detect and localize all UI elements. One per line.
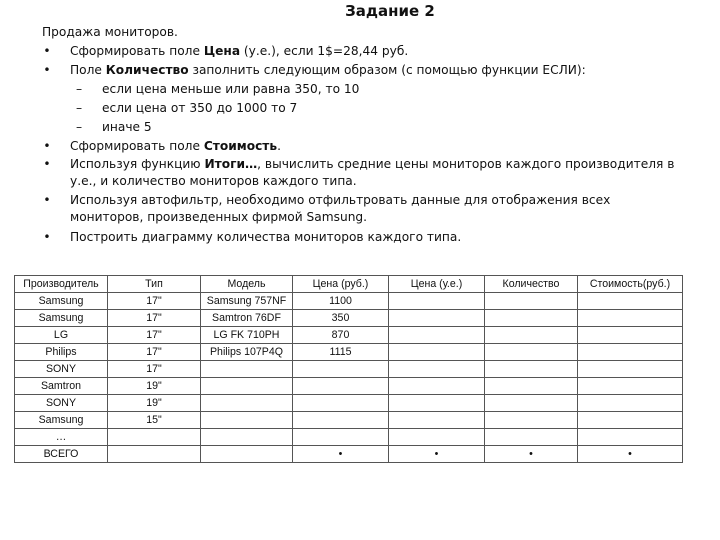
table-cell xyxy=(485,412,578,429)
table-body xyxy=(15,293,683,463)
page-title: Задание 2 xyxy=(345,2,435,20)
field-name: Цена xyxy=(203,44,241,58)
task-item-totals xyxy=(42,156,682,190)
table-cell: 17" xyxy=(108,361,201,378)
table-row xyxy=(15,327,683,344)
table-cell xyxy=(293,429,389,446)
table-cell: Samsung 757NF xyxy=(201,293,293,310)
sub-item-text: иначе 5 xyxy=(102,120,152,134)
table-cell xyxy=(389,412,485,429)
table-cell xyxy=(293,378,389,395)
table-cell: 17" xyxy=(108,327,201,344)
table-cell xyxy=(578,429,683,446)
task-item-price xyxy=(42,42,682,61)
task-item-text: Сформировать поле xyxy=(70,44,204,58)
task-item-quantity xyxy=(42,61,682,80)
table-cell xyxy=(389,344,485,361)
table-row xyxy=(15,361,683,378)
table-cell xyxy=(201,361,293,378)
table-cell xyxy=(108,429,201,446)
table-cell xyxy=(201,412,293,429)
task-item-text: Сформировать поле xyxy=(70,139,204,153)
table-cell xyxy=(578,310,683,327)
table-cell: • xyxy=(578,446,683,463)
task-item-text: Построить диаграмму количества мониторов каждого типа. xyxy=(70,230,462,244)
table-cell xyxy=(578,293,683,310)
table-cell xyxy=(485,378,578,395)
table-cell xyxy=(485,327,578,344)
table-cell xyxy=(578,327,683,344)
table-cell: 17" xyxy=(108,310,201,327)
table-cell: ВСЕГО xyxy=(15,446,108,463)
table-cell: Samsung xyxy=(15,293,108,310)
sub-item-text: если цена от 350 до 1000 то 7 xyxy=(102,101,298,115)
table-cell xyxy=(578,361,683,378)
bullet-icon: • xyxy=(43,193,51,207)
sub-item xyxy=(42,99,682,118)
table-cell: 19" xyxy=(108,378,201,395)
table-row xyxy=(15,310,683,327)
task-item-cost xyxy=(42,137,682,156)
column-header: Производитель xyxy=(15,276,108,293)
bullet-icon: • xyxy=(43,157,51,171)
table-cell xyxy=(389,327,485,344)
table-cell xyxy=(389,310,485,327)
table-cell: 17" xyxy=(108,344,201,361)
task-description xyxy=(42,23,682,247)
table-cell: 1115 xyxy=(293,344,389,361)
task-item-text: заполнить следующим образом (с помощью функции ЕСЛИ): xyxy=(188,63,586,77)
table-cell xyxy=(389,361,485,378)
table-cell: LG xyxy=(15,327,108,344)
column-header: Цена (у.е.) xyxy=(389,276,485,293)
column-header: Модель xyxy=(201,276,293,293)
sub-item xyxy=(42,80,682,99)
table-cell xyxy=(578,395,683,412)
table-cell: 870 xyxy=(293,327,389,344)
table-cell xyxy=(293,412,389,429)
table-cell: Samtron xyxy=(15,378,108,395)
table-cell: 350 xyxy=(293,310,389,327)
table-cell: 15" xyxy=(108,412,201,429)
table-row xyxy=(15,344,683,361)
table-cell xyxy=(293,361,389,378)
task-list xyxy=(42,42,682,247)
table-cell xyxy=(389,378,485,395)
table-row xyxy=(15,378,683,395)
table-row xyxy=(15,395,683,412)
table-cell xyxy=(485,293,578,310)
table-cell: SONY xyxy=(15,395,108,412)
table-cell xyxy=(389,395,485,412)
field-name: Количество xyxy=(105,63,189,77)
task-item-text: , вычислить средние цены мониторов каждого производителя в у.е., и количество мониторов каждого типа. xyxy=(70,157,675,188)
bullet-icon: • xyxy=(43,63,51,77)
table-cell xyxy=(485,395,578,412)
table-cell: 17" xyxy=(108,293,201,310)
table-cell: SONY xyxy=(15,361,108,378)
field-name: Итоги… xyxy=(204,157,258,171)
table-cell: Samsung xyxy=(15,310,108,327)
table-cell: • xyxy=(485,446,578,463)
table-cell xyxy=(578,344,683,361)
task-item-chart xyxy=(42,228,682,247)
dash-icon: – xyxy=(76,82,83,96)
table-cell xyxy=(108,446,201,463)
table-cell xyxy=(485,310,578,327)
table-row xyxy=(15,293,683,310)
column-header: Стоимость(руб.) xyxy=(578,276,683,293)
field-name: Стоимость xyxy=(203,139,278,153)
column-header: Количество xyxy=(485,276,578,293)
table-cell xyxy=(201,429,293,446)
table-cell: LG FK 710PH xyxy=(201,327,293,344)
table-row xyxy=(15,412,683,429)
table-cell: Philips xyxy=(15,344,108,361)
bullet-icon: • xyxy=(43,139,51,153)
task-heading: Продажа мониторов. xyxy=(42,25,178,39)
table-cell xyxy=(201,395,293,412)
table-cell xyxy=(389,293,485,310)
table-header-row xyxy=(15,276,683,293)
table-cell: 19" xyxy=(108,395,201,412)
table-cell xyxy=(201,378,293,395)
task-item-text: Используя функцию xyxy=(70,157,205,171)
table-row xyxy=(15,429,683,446)
table-cell: • xyxy=(293,446,389,463)
table-cell xyxy=(201,446,293,463)
table-total-row xyxy=(15,446,683,463)
table-cell: • xyxy=(389,446,485,463)
bullet-icon: • xyxy=(43,44,51,58)
table-cell xyxy=(389,429,485,446)
task-item-text: (у.е.), если 1$=28,44 руб. xyxy=(240,44,409,58)
table-cell xyxy=(578,412,683,429)
bullet-icon: • xyxy=(43,230,51,244)
table-cell xyxy=(485,361,578,378)
task-item-autofilter xyxy=(42,192,682,226)
table-cell: 1100 xyxy=(293,293,389,310)
column-header: Цена (руб.) xyxy=(293,276,389,293)
table-cell xyxy=(485,344,578,361)
table-cell: Samsung xyxy=(15,412,108,429)
sub-item-text: если цена меньше или равна 350, то 10 xyxy=(102,82,360,96)
sub-item xyxy=(42,118,682,137)
table-cell: … xyxy=(15,429,108,446)
monitors-table xyxy=(14,275,683,463)
task-item-text: Поле xyxy=(70,63,106,77)
table-cell: Philips 107P4Q xyxy=(201,344,293,361)
dash-icon: – xyxy=(76,120,83,134)
table-cell xyxy=(485,429,578,446)
table-cell: Samtron 76DF xyxy=(201,310,293,327)
table-cell xyxy=(293,395,389,412)
table-cell xyxy=(578,378,683,395)
task-item-text: Используя автофильтр, необходимо отфильтровать данные для отображения всех мониторов, произведенных фирмой Samsung. xyxy=(70,193,611,224)
task-item-text: . xyxy=(277,139,281,153)
dash-icon: – xyxy=(76,101,83,115)
column-header: Тип xyxy=(108,276,201,293)
